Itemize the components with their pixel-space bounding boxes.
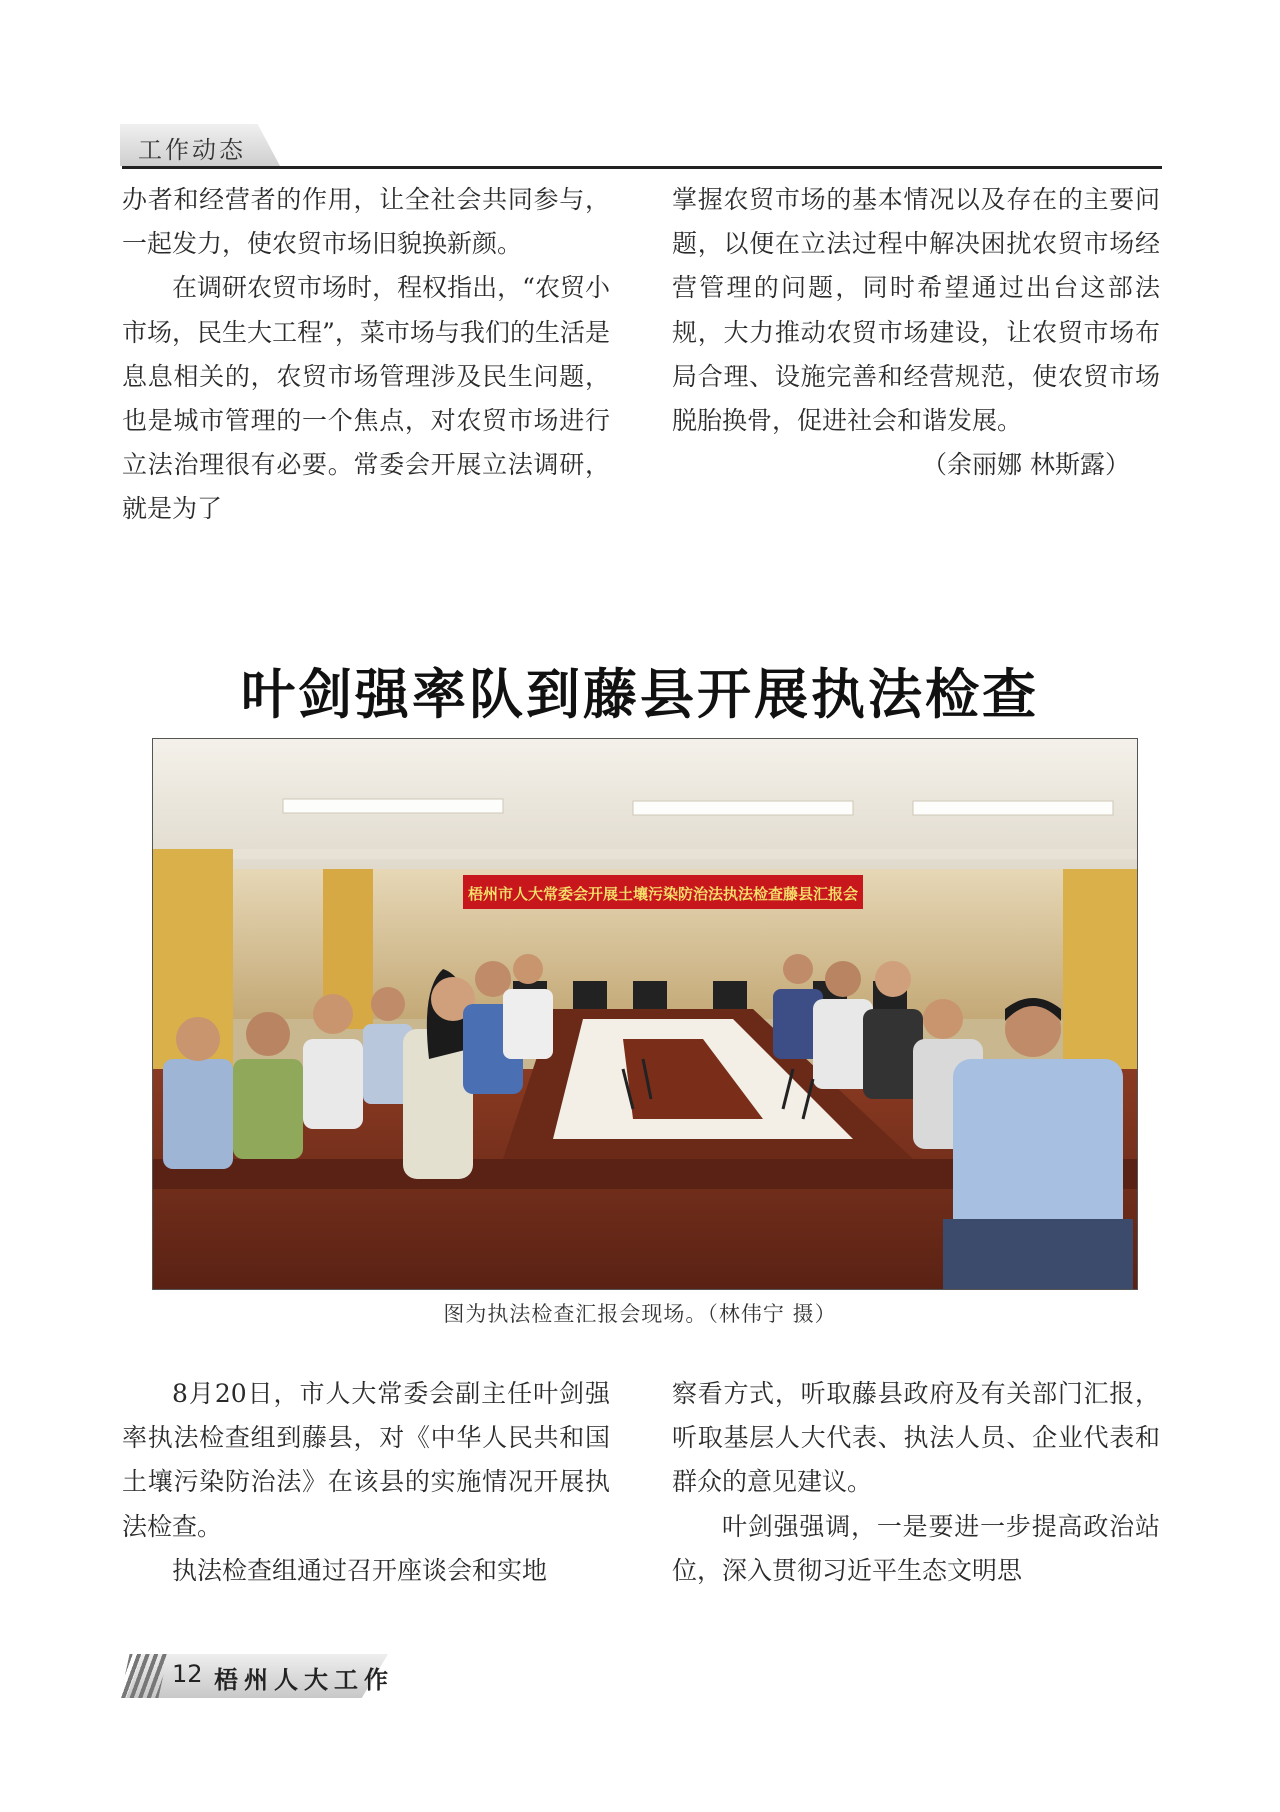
page-number: 12 [172, 1660, 203, 1688]
article1-paragraph-1: 办者和经营者的作用，让全社会共同参与，一起发力，使农贸市场旧貌换新颜。 [122, 185, 610, 259]
article2-paragraph-3: 察看方式，听取藤县政府及有关部门汇报，听取基层人大代表、执法人员、企业代表和群众的意见建议。 [672, 1379, 1160, 1497]
article2-column-right [672, 1372, 1160, 1593]
section-label: 工作动态 [138, 136, 246, 164]
article1-column-left [122, 178, 610, 532]
article2-column-left [122, 1372, 610, 1593]
magazine-name: 梧州人大工作 [214, 1666, 394, 1694]
header-rule [122, 166, 1162, 169]
meeting-photo [152, 738, 1138, 1290]
article2-paragraph-2: 执法检查组通过召开座谈会和实地 [172, 1555, 548, 1585]
article1-paragraph-2: 在调研农贸市场时，程权指出，“农贸小市场，民生大工程”，菜市场与我们的生活是息息相关的，农贸市场管理涉及民生问题，也是城市管理的一个焦点，对农贸市场进行立法治理很有必要。常委会开展立法调研，就是为了 [122, 273, 610, 524]
article2-paragraph-4: 叶剑强强调，一是要进一步提高政治站位，深入贯彻习近平生态文明思 [672, 1511, 1160, 1585]
meeting-banner: 梧州市人大常委会开展土壤污染防治法执法检查藤县汇报会 [467, 885, 859, 903]
article2-paragraph-1: 8月20日，市人大常委会副主任叶剑强率执法检查组到藤县，对《中华人民共和国土壤污染防治法》在该县的实施情况开展执法检查。 [122, 1379, 610, 1541]
article1-byline: （余丽娜 林斯露） [922, 450, 1130, 480]
article-headline: 叶剑强率队到藤县开展执法检查 [241, 662, 1039, 726]
article1-paragraph-3: 掌握农贸市场的基本情况以及存在的主要问题，以便在立法过程中解决困扰农贸市场经营管理的问题，同时希望通过出台这部法规，大力推动农贸市场建设，让农贸市场布局合理、设施完善和经营规范，使农贸市场脱胎换骨，促进社会和谐发展。 [672, 185, 1160, 436]
photo-caption: 图为执法检查汇报会现场。（林伟宁 摄） [443, 1302, 837, 1326]
article1-column-right [672, 178, 1160, 487]
meeting-scene-illustration [153, 739, 1137, 1289]
